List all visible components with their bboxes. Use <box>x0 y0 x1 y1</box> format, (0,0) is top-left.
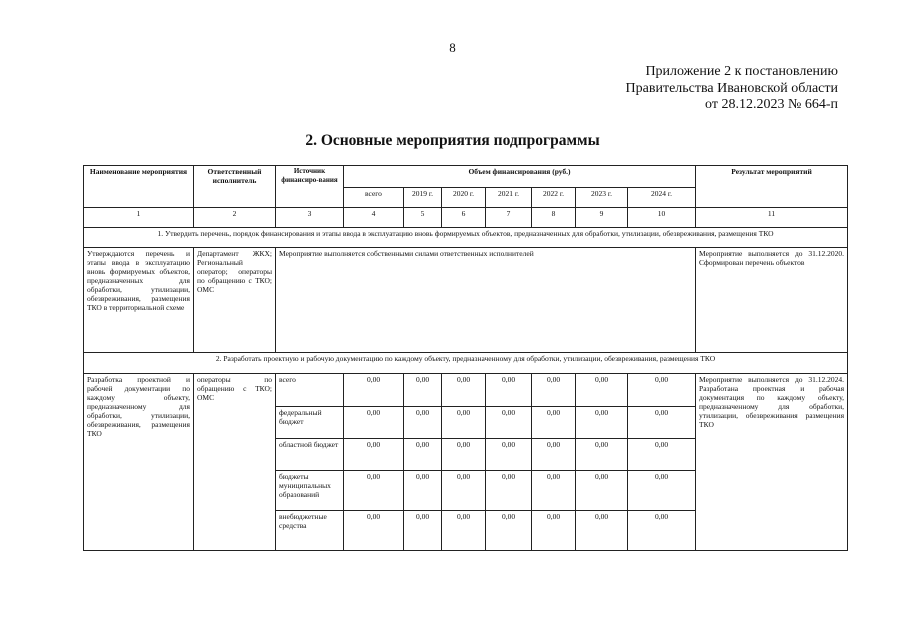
funding-value: 0,00 <box>344 407 404 439</box>
column-number: 5 <box>404 208 442 228</box>
funding-value: 0,00 <box>404 407 442 439</box>
approval-line-2: Правительства Ивановской области <box>625 80 838 96</box>
funding-value: 0,00 <box>532 439 576 471</box>
table-header <box>84 166 848 228</box>
section-2-activity-name: Разработка проектной и рабочей документации по каждому объекту, предназначенному для обработки, утилизации, обезвреживания, размещения ТКО <box>84 374 194 551</box>
funding-source: бюджеты муниципальных образований <box>276 471 344 511</box>
funding-value: 0,00 <box>344 471 404 511</box>
section-1-note: Мероприятие выполняется собственными силами ответственных исполнителей <box>276 248 696 353</box>
column-number: 9 <box>576 208 628 228</box>
column-number: 6 <box>442 208 486 228</box>
header-result: Результат мероприятий <box>696 166 848 208</box>
section-1-executor: Департамент ЖКХ; Региональный оператор; операторы по обращению с ТКО; ОМС <box>194 248 276 353</box>
funding-value: 0,00 <box>486 511 532 551</box>
section-2-heading: 2. Разработать проектную и рабочую документацию по каждому объекту, предназначенному для обработки, утилизации, обезвреживания, размещения ТКО <box>84 353 848 374</box>
column-number: 7 <box>486 208 532 228</box>
funding-value: 0,00 <box>344 439 404 471</box>
funding-value: 0,00 <box>576 407 628 439</box>
column-number: 1 <box>84 208 194 228</box>
funding-value: 0,00 <box>532 407 576 439</box>
funding-value: 0,00 <box>442 439 486 471</box>
funding-source: федеральный бюджет <box>276 407 344 439</box>
column-number: 11 <box>696 208 848 228</box>
funding-value: 0,00 <box>628 439 696 471</box>
funding-value: 0,00 <box>532 471 576 511</box>
header-year: 2024 г. <box>628 188 696 208</box>
approval-line-1: Приложение 2 к постановлению <box>645 64 838 79</box>
funding-value: 0,00 <box>442 471 486 511</box>
funding-value: 0,00 <box>576 439 628 471</box>
funding-value: 0,00 <box>532 511 576 551</box>
section-1 <box>84 228 848 353</box>
header-year: 2021 г. <box>486 188 532 208</box>
header-year: 2019 г. <box>404 188 442 208</box>
section-2-result: Мероприятие выполняется до 31.12.2024. Разработана проектная и рабочая документация по каждому объекту, предназначенному для обработки, утилизации, обезвреживания размещения ТКО <box>696 374 848 551</box>
section-1-heading: 1. Утвердить перечень, порядок финансирования и этапы ввода в эксплуатацию вновь формируемых объектов, предназначенных для обработки, утилизации, обезвреживания, размещения ТКО <box>84 228 848 248</box>
funding-value: 0,00 <box>442 407 486 439</box>
section-1-activity-name: Утверждаются перечень и этапы ввода в эксплуатацию вновь формируемых объектов, предназначенных для обработки, утилизации, обезвреживания, размещения ТКО в территориальной схеме <box>84 248 194 353</box>
funding-value: 0,00 <box>404 439 442 471</box>
header-funding: Объем финансирования (руб.) <box>344 166 696 188</box>
funding-value: 0,00 <box>344 511 404 551</box>
funding-value: 0,00 <box>486 407 532 439</box>
activities-table <box>83 165 848 551</box>
funding-value: 0,00 <box>344 374 404 407</box>
funding-value: 0,00 <box>576 511 628 551</box>
funding-value: 0,00 <box>442 374 486 407</box>
column-number: 3 <box>276 208 344 228</box>
column-number: 4 <box>344 208 404 228</box>
column-number: 10 <box>628 208 696 228</box>
funding-source: всего <box>276 374 344 407</box>
funding-value: 0,00 <box>404 511 442 551</box>
funding-value: 0,00 <box>628 471 696 511</box>
funding-value: 0,00 <box>442 511 486 551</box>
funding-value: 0,00 <box>628 374 696 407</box>
header-source: Источник финансиро-вания <box>276 166 344 208</box>
funding-value: 0,00 <box>532 374 576 407</box>
column-number: 2 <box>194 208 276 228</box>
document-title: 2. Основные мероприятия подпрограммы <box>305 132 600 149</box>
funding-value: 0,00 <box>486 439 532 471</box>
table-row <box>84 374 848 407</box>
section-2 <box>84 353 848 551</box>
funding-value: 0,00 <box>486 471 532 511</box>
funding-value: 0,00 <box>628 407 696 439</box>
funding-value: 0,00 <box>486 374 532 407</box>
funding-value: 0,00 <box>576 374 628 407</box>
header-year: 2020 г. <box>442 188 486 208</box>
funding-value: 0,00 <box>404 374 442 407</box>
funding-value: 0,00 <box>404 471 442 511</box>
column-numbers-row <box>84 208 848 228</box>
header-total: всего <box>344 188 404 208</box>
header-year: 2022 г. <box>532 188 576 208</box>
header-year: 2023 г. <box>576 188 628 208</box>
column-number: 8 <box>532 208 576 228</box>
approval-block <box>626 64 838 114</box>
funding-value: 0,00 <box>628 511 696 551</box>
header-name: Наименование мероприятия <box>84 166 194 208</box>
funding-value: 0,00 <box>576 471 628 511</box>
approval-line-3: от 28.12.2023 № 664-п <box>705 97 838 112</box>
header-executor: Ответственный исполнитель <box>194 166 276 208</box>
funding-source: областной бюджет <box>276 439 344 471</box>
section-1-result: Мероприятие выполняется до 31.12.2020. Сформирован перечень объектов <box>696 248 848 353</box>
funding-source: внебюджетные средства <box>276 511 344 551</box>
page-number: 8 <box>449 40 456 55</box>
section-2-executor: операторы по обращению с ТКО; ОМС <box>194 374 276 551</box>
